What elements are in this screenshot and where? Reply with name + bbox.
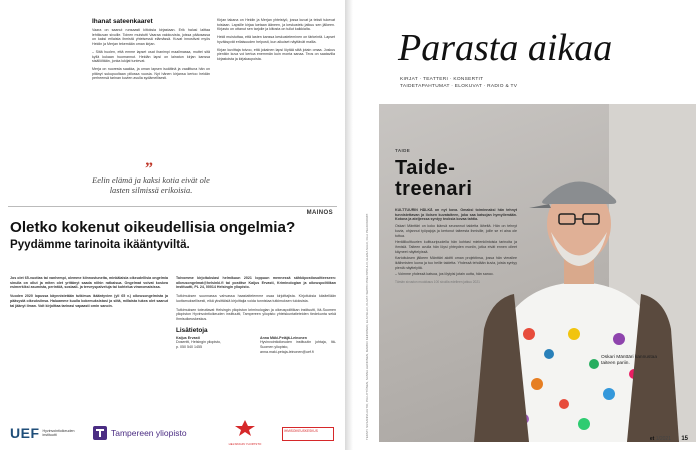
contact-card [260, 336, 336, 355]
uef-logo-text: UEF [10, 425, 40, 441]
page-gutter [345, 0, 353, 450]
uef-logo-subtitle: Hyvinvointioikeuden instituutti [42, 428, 75, 437]
ad-column-2 [176, 276, 336, 354]
advertisement [0, 206, 345, 450]
ad-paragraph: Tutkimuksen toteuttavat Helsingin yliopiston kriminologian ja oikeuspolitiikan instituutti, Itä-Suomen yliopiston Hyvinvointioikeuden instituutti, Tampereen yliopisto yhteiskuntatieteiden tiedekunta sekä Ihmisoikeuskeskus. [176, 307, 336, 321]
contact-email: anna.maki-petaja-leinonen@uef.fi [260, 349, 314, 354]
article-paragraph: Heidi muistuttaa, että lasten kanssa keskusteleminen on tärkeintä. Lapset hyväksyvät erilaisuuden helposti, kun aikuiset näyttävät mallia. [217, 35, 335, 44]
pull-quote: Eelin elämä ja kaksi kotia eivät ole lasten silmissä erikoisia. [92, 176, 210, 195]
quote-mark-icon: ” [145, 160, 153, 177]
article-column-2 [217, 18, 335, 62]
heading-line: treenari [395, 178, 473, 200]
contact-role: Dosentti, Helsingin yliopisto, [176, 340, 221, 345]
logos-row [10, 419, 335, 449]
article-body [395, 208, 517, 285]
article-column-1 [92, 18, 210, 81]
contact-name: Anna Mäki-Petäjä-Leinonen [260, 335, 307, 340]
issue-label [650, 436, 671, 442]
article-heading: Ihanat sateenkaaret [92, 18, 153, 25]
article-paragraph: Merja on nuoresta saakka, ja oman lapsen isoäitinä ja vaalittuna hän on pitänyt sukupuoltaan piilossa vuosia. Nyt hänen kirjansa kertoo heidän perheensä tarinan kuvien avulla sydämellisesti. [92, 66, 210, 81]
ihmisoikeus-logo [282, 427, 334, 441]
article-paragraph: Kartoituksen jälkeen Mänttäri aloitti oman projektinsa, jossa hän vierailee ikäihmisten luona ja tuo heille taidetta. Yhdessä tehdään kuvia, joista syntyy pieniä näyttelyitä. [395, 256, 517, 270]
photo-credit: TEKSTI: SUSANNA AUTIO, PIA HYTÖNEN, SANNA LEINONEN, MARKO KEINONEN, ELSI SILLO, KUVAT: SEPPO POELTIPOULVI, ELENA SALO, OLLI PELKOKORPI [365, 213, 369, 440]
helsinki-logo-icon [234, 419, 256, 437]
section-tag: TAIDE [395, 148, 411, 153]
contact-name: Kaijus Ervasti [176, 335, 200, 340]
categories-line: TAIDETAPAHTUMAT · ELOKUVAT · RADIO & TV [400, 84, 518, 89]
ad-kicker: MAINOS [306, 210, 333, 216]
categories-line: KIRJAT · TEATTERI · KONSERTIT [400, 77, 484, 82]
page-number: 15 [681, 436, 688, 442]
ad-paragraph: Vuoden 2020 lopussa käynnistetään tutkimus ikääntyvien (yli 65 v.) oikeusongelmista ja pääsystä oikeuksiinsa. Haluamme kuulla kokemuksistasi ja siitä, millaista tukea olet saanut tai jäänyt ilman. Voit kirjoittaa tarinasi vapaasti omin sanoin. [10, 294, 168, 308]
heading-line: Taide- [395, 157, 456, 179]
uef-logo [10, 425, 83, 441]
article-paragraph: Oskari Mänttäri on koko ikänsä seurannut taidetta läheltä. Hän on tehnyt kuvia, ohjannut työpajoja ja kertonut taiteesta ihmisille, joille se ei aina ole tuttua. [395, 224, 517, 238]
section-categories [400, 76, 600, 90]
right-page [353, 0, 696, 450]
ihmisoikeus-logo-text: IHMISOIKEUSKESKUS [284, 429, 318, 433]
article-paragraph: – Voimme yhdessä katsoa, jos löytyisi jotain uutta, hän sanoo. [395, 272, 494, 277]
article-paragraph: – Siitä huolen, että emme lapset osat ihanimpi maailmassa, muttei sitä kyllä kukaan huomannut. Heidän lapsi on lainatun kirjan kanssa sisällöltään, jonka lukijat tuntevat. [92, 49, 210, 64]
article-lead: KULTTUURIN HÄLKÄ on nyt kova. Omaksi toiminnaksi hän tehnyt tunnistettavan ja iloisen kuvataiteen, joka saa katsojan hymyilemään. Kotona ja ateljeessa syntyy teoksia kovaa tahtia. [395, 208, 517, 222]
helsinki-logo-text: HELSINGIN YLIOPISTO [228, 442, 262, 446]
ad-title: Oletko kokenut oikeudellisia ongelmia? [10, 219, 296, 236]
ad-paragraph: Tutkimuksen suunnassa vahvassa haastattelemme osaa kirjoittajista. Kirjoituksia käsitellään luottamuksellisesti, eikä yksittäisiä kirjoittajia voida tunnistaa tutkimuksen tuloksista. [176, 294, 336, 303]
article-paragraph: Heräilikulttuurien kulttuuripuolella hän kohtasi mielenkiintoisia tarinoita ja ihmisiä. Taiteen avulla hän löysi yhteyden moniin, jotka eivät ennen olleet käyneet näyttelyissä. [395, 240, 517, 254]
article-paragraph: Kirjan kuvittaja toivoo, että jokainen lapsi löytää siitä jotain omaa. Joskus pienikin kuva voi kertoa enemmän kuin monta sanaa. Teos on saatavilla kirjastoista ja kirjakaupoista. [217, 47, 335, 61]
left-page [0, 0, 345, 450]
tampere-logo-icon [92, 425, 108, 441]
issue-number: 1/2021 [655, 436, 671, 442]
article-footnote: Tämän sivuston muokkaus 100 sivuilla edelleen jatkuu 2021 [395, 280, 480, 285]
contact-card [176, 336, 252, 355]
article-heading [395, 158, 472, 200]
section-title: Parasta aikaa [398, 27, 613, 69]
tampere-logo [92, 425, 187, 441]
issue-brand: et [649, 436, 655, 442]
ad-paragraph: Jos olet 65-vuotias tai vanhempi, olemme kiinnostuneita, minkälaisia oikeudellisia ongelmia sinulla on ollut ja miten olet yrittänyt saada niihin ratkaisua. Ongelmat voivat koskea esimerkiksi asumista, perintöä, sosiaali- ja terveyspalveluja tai kohtelua viranomaisissa. [10, 276, 168, 290]
ad-column-1 [10, 276, 168, 308]
contacts [176, 336, 336, 355]
helsinki-logo [225, 419, 265, 446]
contact-phone: p. 050 540 1455 [176, 345, 202, 350]
photo-caption: Oskari Mänttäri kannustaa taiteen pariin. [601, 355, 657, 366]
article-paragraph: Kirjan takana on Heidin ja Merjan yhteistyö, jossa kuvat ja teksti tukevat toisiaan. Lapsille kirjaa luetaan ääneen, ja keskustelu jatkuu sen jälkeen. Kirjasto on ottanut sen tarjolle ja kiitosta on tullut kaikkialta. [217, 18, 335, 32]
tampere-logo-text: Tampereen yliopisto [111, 428, 187, 438]
divider [8, 206, 337, 207]
info-heading: Lisätietoja [176, 326, 208, 334]
article-paragraph: Vaara on saanut runsaasti kiitoksia kirjastaan. Erik halusi laittaa lehtikuvan sivuille. Toinen muistutti Vaaraa valokuvista, joissa pääosassa on kaksi erilaista ihmistä yhteisessä elämässä. Kuvat innostivat myös Heidin ja Merjan tekemään oman kirjan. [92, 28, 210, 47]
ad-subtitle: Pyydämme tarinoita ikääntyviltä. [10, 238, 190, 251]
ad-paragraph: Toivomme kirjoituksiasi helmikuun 2021 loppuun mennessä sähköpostiosoitteeseen: oikeusongelmat@helsinki.fi tai postitse Kaijus Ervasti, Kriminologian ja oikeuspolitiikan instituutti, PL 24, 00014 Helsingin yliopisto. [176, 276, 336, 290]
contact-role: Hyvinvointioikeuden instituutin johtaja, Itä-Suomen yliopisto, [260, 340, 336, 350]
